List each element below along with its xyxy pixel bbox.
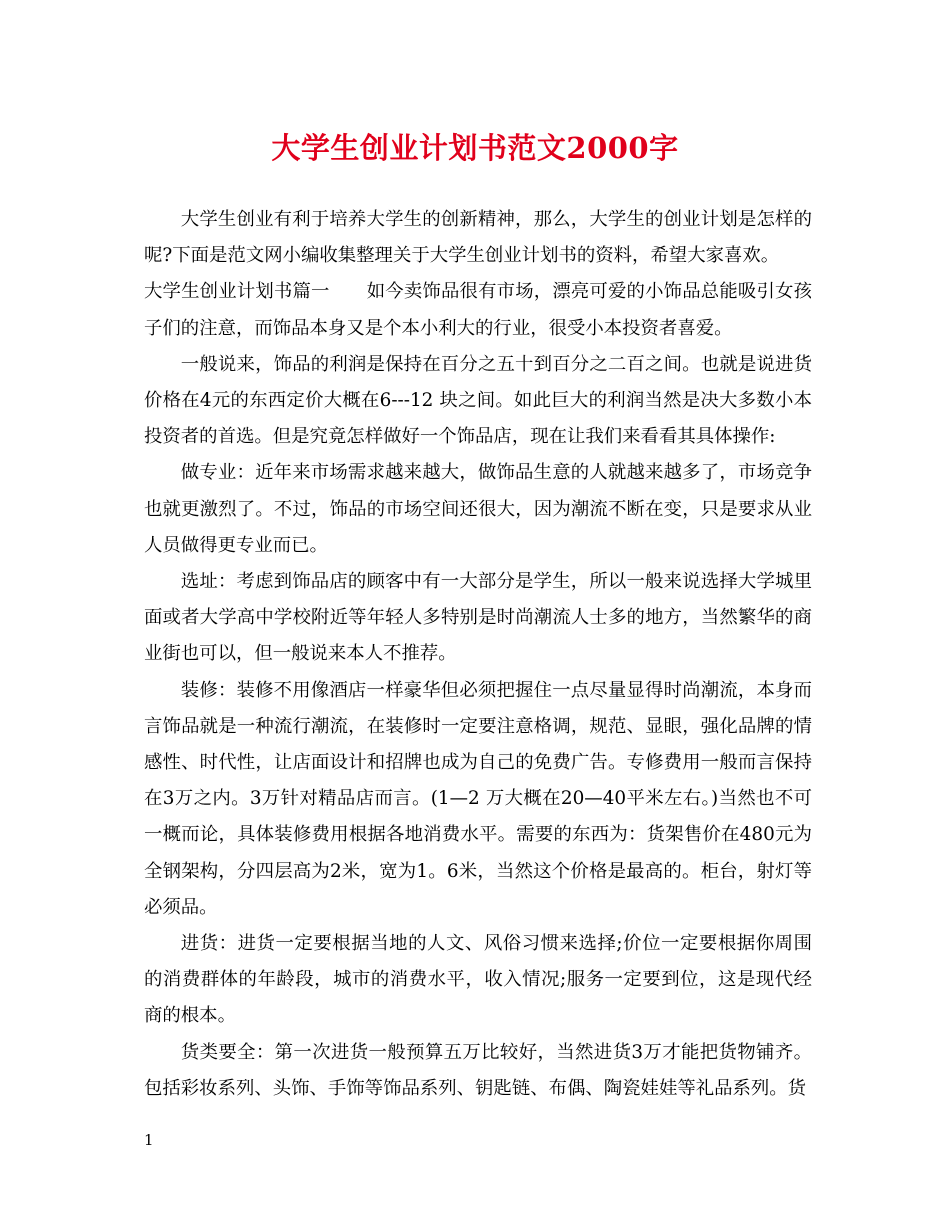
document-body [144,202,812,1107]
paragraph-purchasing: 进货：进货一定要根据当地的人文、风俗习惯来选择;价位一定要根据你周围的消费群体的年龄段，城市的消费水平，收入情况;服务一定要到位，这是现代经商的根本。 [144,933,812,1027]
paragraph-profit: 一般说来，饰品的利润是保持在百分之五十到百分之二百之间。也就是说进货价格在4元的东西定价大概在6---12 块之间。如此巨大的利润当然是决大多数小本投资者的首选。但是究竟怎样做好一个饰品店，现在让我们来看看其具体操作: [144,353,812,448]
paragraph-intro: 大学生创业有利于培养大学生的创新精神，那么，大学生的创业计划是怎样的呢?下面是范文网小编收集整理关于大学生创业计划书的资料，希望大家喜欢。 [144,209,812,267]
paragraph-location: 选址：考虑到饰品店的顾客中有一大部分是学生，所以一般来说选择大学城里面或者大学高中学校附近等年轻人多特别是时尚潮流人士多的地方，当然繁华的商业街也可以，但一般说来本人不推荐。 [144,571,812,665]
paragraph-product-range: 货类要全：第一次进货一般预算五万比较好，当然进货3万才能把货物铺齐。包括彩妆系列、头饰、手饰等饰品系列、钥匙链、布偶、陶瓷娃娃等礼品系列。货 [144,1041,812,1099]
paragraph-professional: 做专业：近年来市场需求越来越大，做饰品生意的人就越来越多了，市场竞争也就更激烈了。不过，饰品的市场空间还很大，因为潮流不断在变，只是要求从业人员做得更专业而已。 [144,462,812,556]
paragraph-decoration: 装修：装修不用像酒店一样豪华但必须把握住一点尽量显得时尚潮流，本身而言饰品就是一种流行潮流，在装修时一定要注意格调，规范、显眼，强化品牌的情感性、时代性，让店面设计和招牌也成为自己的免费广告。专修费用一般而言保持在3万之内。3万针对精品店而言。(1—2 万大概在20—40平米左右。)当然也不可一概而论，具体装修费用根据各地消费水平。需要的东西为：货架售价在480元为全钢架构，分四层高为2米，宽为1。6米，当然这个价格是最高的。柜台，射灯等必须品。 [144,679,812,918]
document-title: 大学生创业计划书范文2000字 [271,131,679,165]
page-number: 1 [144,1131,154,1149]
paragraph-plan-one: 大学生创业计划书篇一 如今卖饰品很有市场，漂亮可爱的小饰品总能吸引女孩子们的注意，而饰品本身又是个本小利大的行业，很受小本投资者喜爱。 [144,281,812,339]
